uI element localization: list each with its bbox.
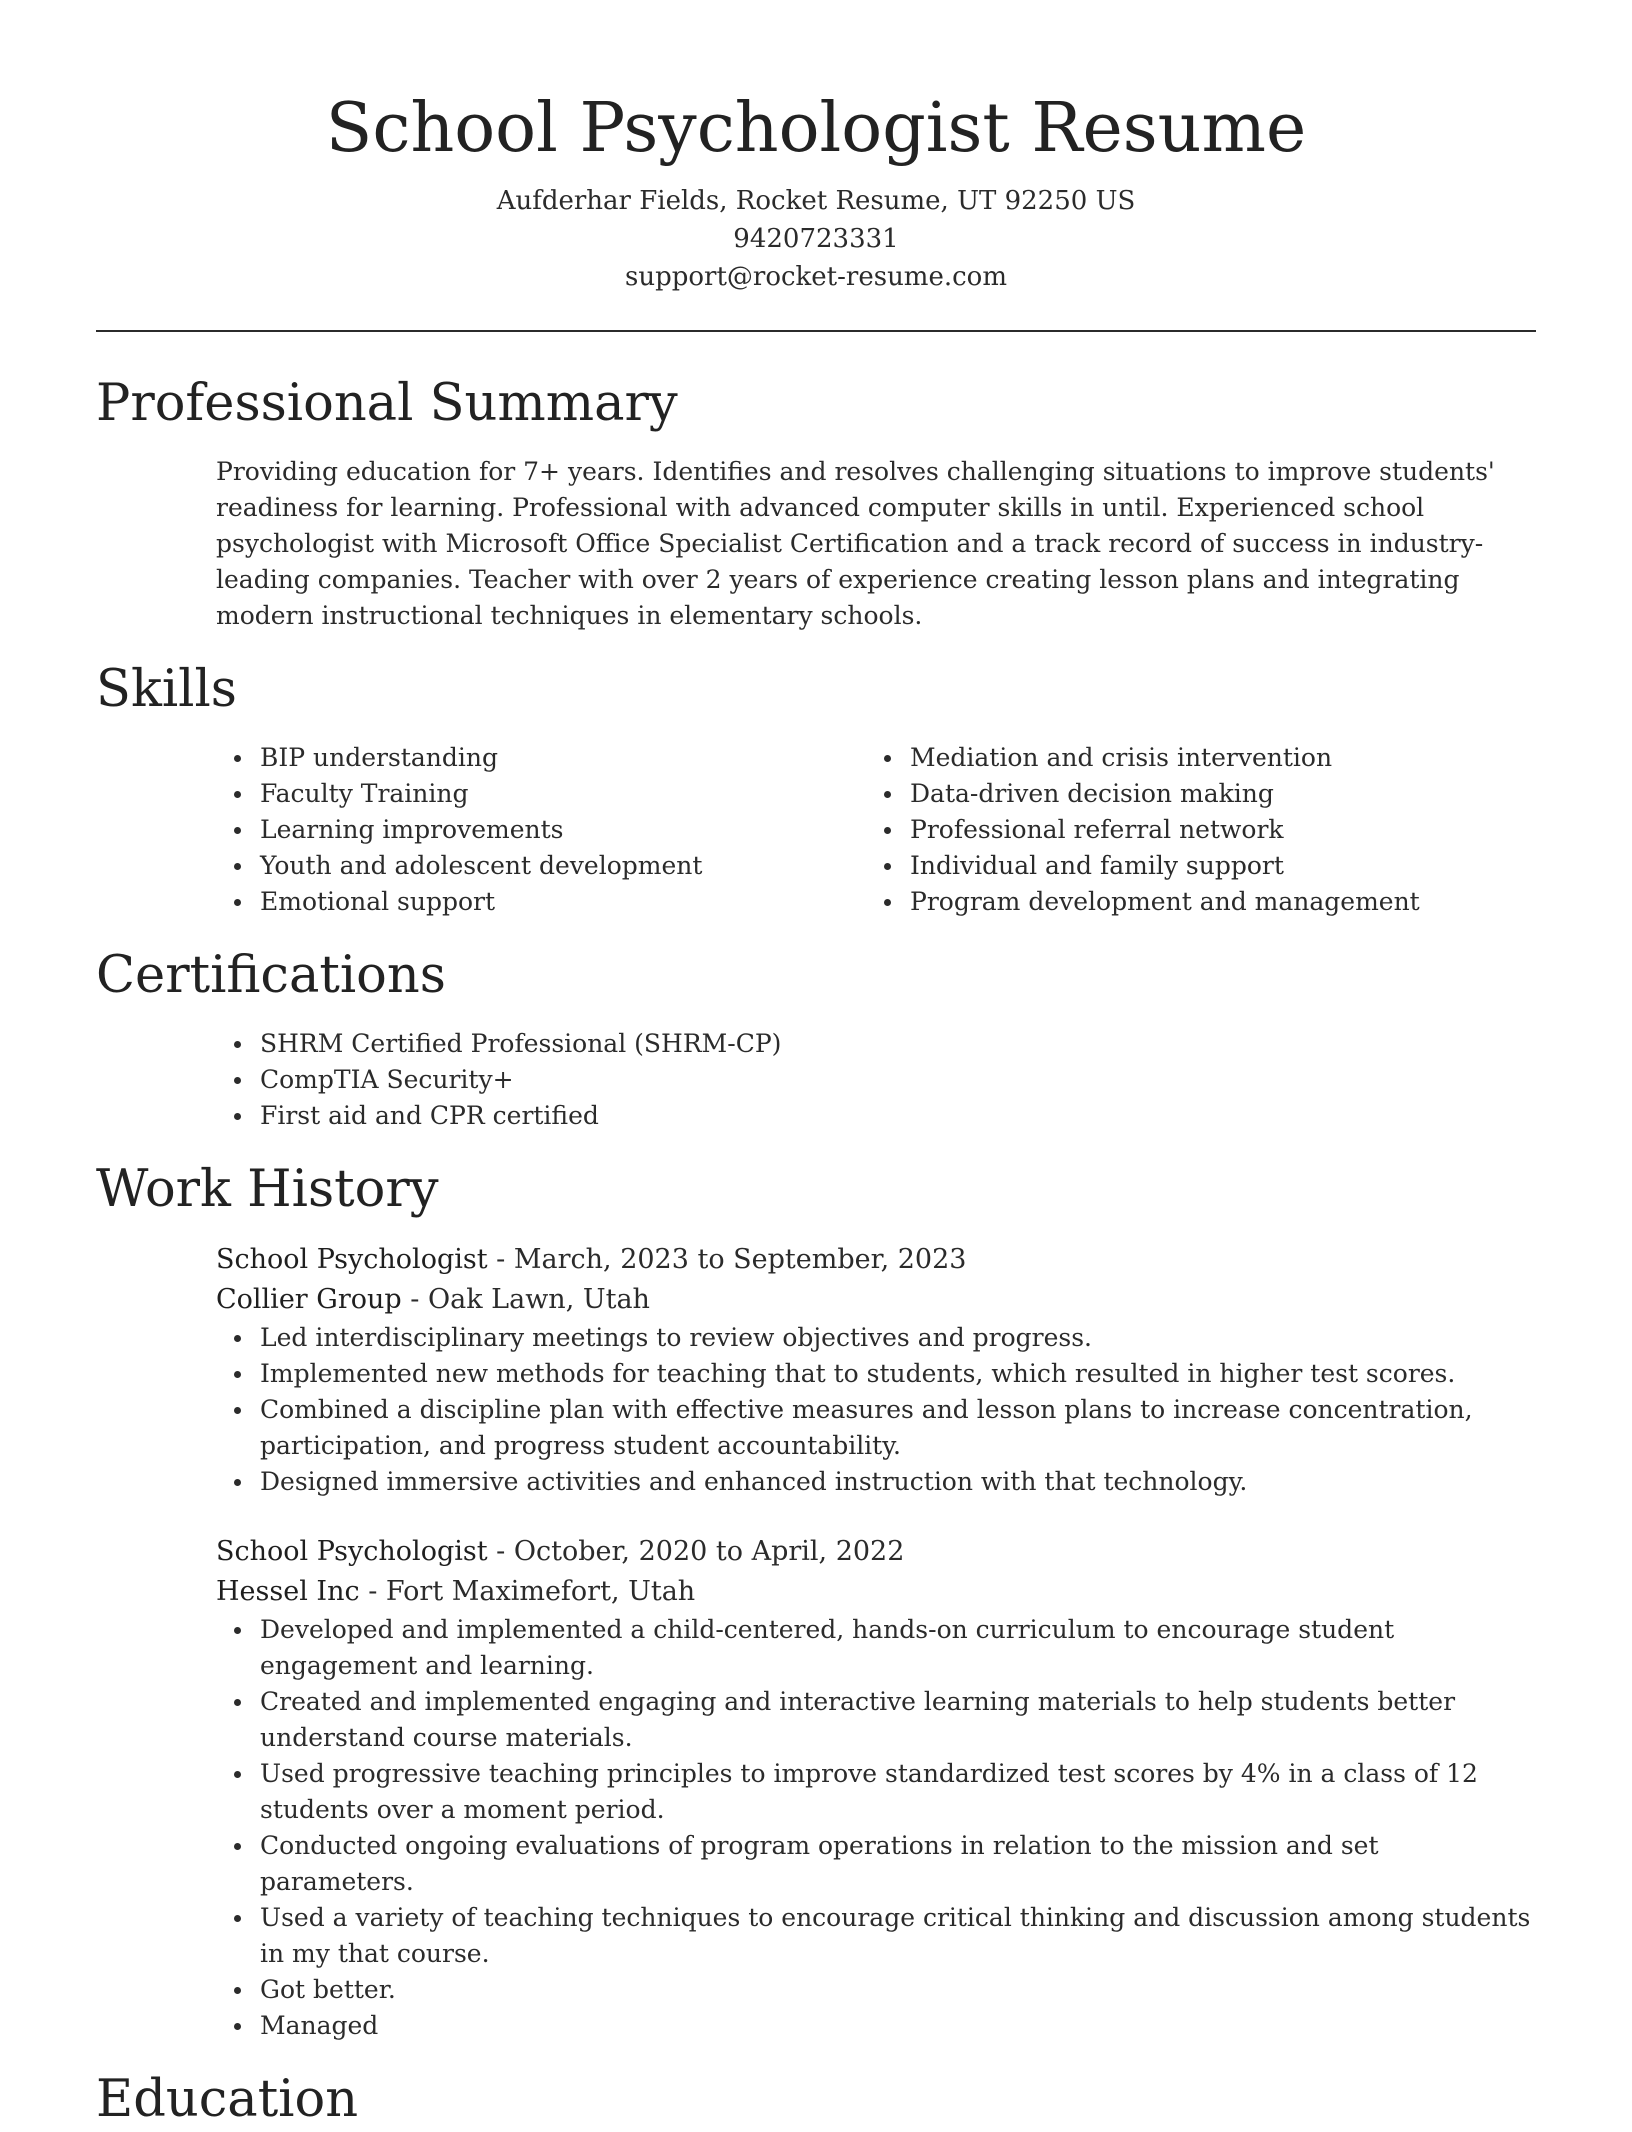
work-history-heading: Work History (96, 1160, 439, 1219)
job-bullet: Got better. (260, 1972, 1536, 2008)
resume-header (96, 0, 1536, 296)
job-dates: - March, 2023 to September, 2023 (487, 1244, 967, 1275)
skill-item: Faculty Training (260, 776, 866, 812)
job-title-line (216, 1532, 1536, 1572)
skill-item: Mediation and crisis intervention (910, 740, 1516, 776)
job-company: Collier Group (216, 1284, 402, 1315)
job-entry (216, 1532, 1536, 2044)
skills-body (216, 740, 1536, 920)
job-bullet: Managed (260, 2008, 1536, 2044)
skills-column-right (866, 740, 1516, 920)
skill-item: Data-driven decision making (910, 776, 1516, 812)
job-bullets (216, 1612, 1536, 2044)
certifications-heading: Certifications (96, 946, 446, 1005)
skill-item: Program development and management (910, 884, 1516, 920)
job-location: - Oak Lawn, Utah (401, 1284, 650, 1315)
resume-title: School Psychologist Resume (325, 89, 1307, 168)
summary-heading: Professional Summary (96, 374, 678, 433)
job-title-line (216, 1240, 1536, 1280)
skills-section (96, 658, 1536, 920)
certification-item: First aid and CPR certified (260, 1098, 1536, 1134)
job-bullets (216, 1320, 1536, 1500)
skill-item: Emotional support (260, 884, 866, 920)
job-company: Hessel Inc (216, 1576, 360, 1607)
job-bullet: Combined a discipline plan with effective measures and lesson plans to increase concentration, participation, and progress student accountability. (260, 1392, 1536, 1464)
summary-body (216, 454, 1536, 634)
certifications-section (96, 944, 1536, 1134)
job-bullet: Used progressive teaching principles to improve standardized test scores by 4% in a class of 12 students over a moment period. (260, 1756, 1536, 1828)
skill-item: Learning improvements (260, 812, 866, 848)
header-divider (96, 330, 1536, 332)
job-bullet: Designed immersive activities and enhanced instruction with that technology. (260, 1464, 1536, 1500)
job-bullet: Conducted ongoing evaluations of program operations in relation to the mission and set parameters. (260, 1828, 1536, 1900)
certification-item: CompTIA Security+ (260, 1062, 1536, 1098)
job-bullet: Implemented new methods for teaching that to students, which resulted in higher test scores. (260, 1356, 1536, 1392)
job-entry (216, 1240, 1536, 1500)
job-company-line (216, 1572, 1536, 1612)
skill-item: Youth and adolescent development (260, 848, 866, 884)
skills-column-left (216, 740, 866, 920)
job-bullet: Led interdisciplinary meetings to review objectives and progress. (260, 1320, 1536, 1356)
education-heading: Education (96, 2070, 359, 2129)
job-dates: - October, 2020 to April, 2022 (487, 1536, 905, 1567)
certifications-body (216, 1026, 1536, 1134)
contact-info (96, 182, 1536, 296)
skill-item: Individual and family support (910, 848, 1516, 884)
job-company-line (216, 1280, 1536, 1320)
job-bullet: Developed and implemented a child-centered, hands-on curriculum to encourage student engagement and learning. (260, 1612, 1536, 1684)
skills-heading: Skills (96, 660, 237, 719)
job-bullet: Created and implemented engaging and interactive learning materials to help students better understand course materials. (260, 1684, 1536, 1756)
skill-item: BIP understanding (260, 740, 866, 776)
skills-list-left (216, 740, 866, 920)
education-section (96, 2068, 1536, 2132)
job-location: - Fort Maximefort, Utah (359, 1576, 696, 1607)
resume-page (96, 0, 1536, 2132)
skills-grid (216, 740, 1536, 920)
summary-section (96, 372, 1536, 634)
job-bullet: Used a variety of teaching techniques to encourage critical thinking and discussion among students in my that course. (260, 1900, 1536, 1972)
contact-phone: 9420723331 (733, 224, 899, 254)
skills-list-right (866, 740, 1516, 920)
job-role: School Psychologist (216, 1244, 488, 1275)
work-history-section (96, 1158, 1536, 2044)
summary-text: Providing education for 7+ years. Identifies and resolves challenging situations to improve students' readiness for learning. Professional with advanced computer skills in until. Experienced school psychologist with Microsoft Office Specialist Certification and a track record of success in industry-leading companies. Teacher with over 2 years of experience creating lesson plans and integrating modern instructional techniques in elementary schools. (216, 457, 1495, 630)
certifications-list (216, 1026, 1536, 1134)
contact-address: Aufderhar Fields, Rocket Resume, UT 92250 US (496, 186, 1136, 216)
certification-item: SHRM Certified Professional (SHRM-CP) (260, 1026, 1536, 1062)
skill-item: Professional referral network (910, 812, 1516, 848)
contact-email: support@rocket-resume.com (624, 262, 1007, 292)
job-role: School Psychologist (216, 1536, 488, 1567)
